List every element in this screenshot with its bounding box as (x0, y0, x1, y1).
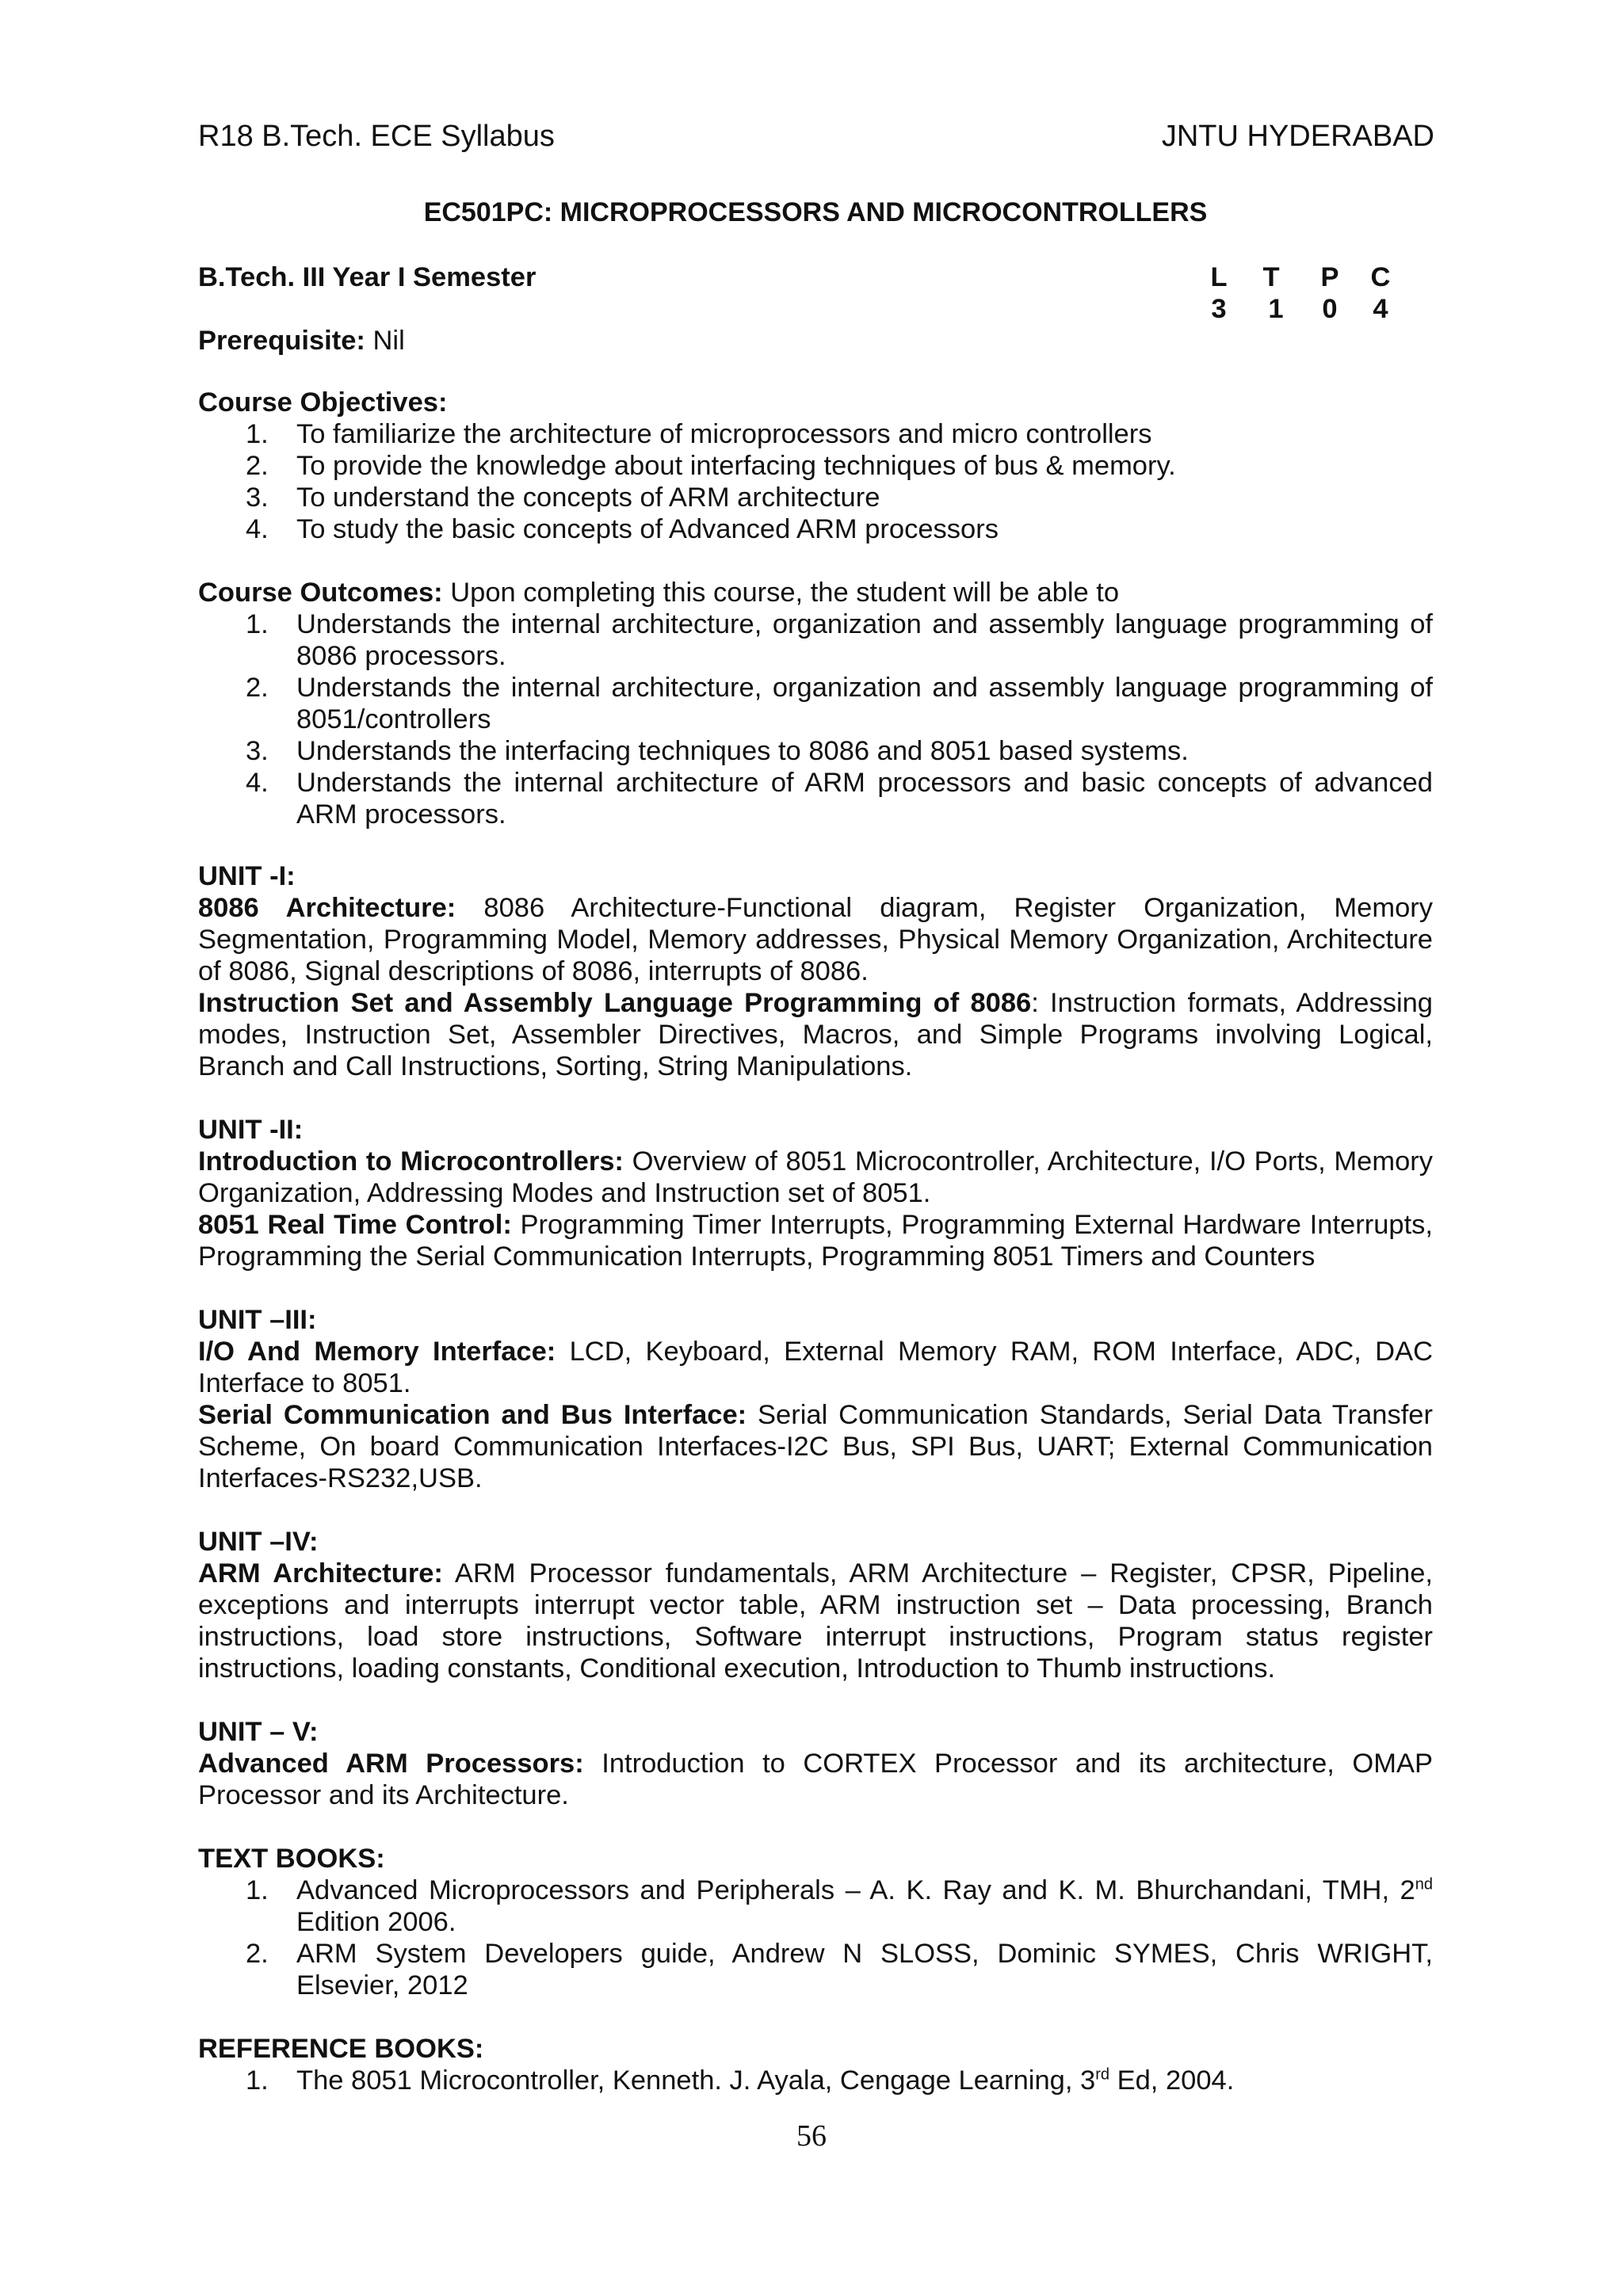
course-outcomes (198, 577, 1433, 830)
outcomes-heading: Course Outcomes: (198, 578, 443, 608)
prerequisite-label: Prerequisite: (198, 326, 365, 356)
outcome-item: 4. Understands the internal architecture of ARM processors and basic concepts of advanced ARM processors. (246, 768, 1433, 830)
unit-4 (198, 1526, 1433, 1684)
unit-paragraph: Introduction to Microcontrollers: Overview of 8051 Microcontroller, Architecture, I/O Ports, Memory Organization, Addressing Modes and Instruction set of 8051. (198, 1146, 1434, 1208)
objective-item: 1. To familiarize the architecture of microprocessors and micro controllers (246, 419, 1152, 449)
text-books-heading: TEXT BOOKS: (198, 1844, 385, 1874)
objective-item: 2. To provide the knowledge about interfacing techniques of bus & memory. (246, 451, 1176, 481)
page-number: 56 (796, 2119, 827, 2153)
objectives-heading: Course Objectives: (198, 387, 448, 418)
ltpc-label-p: P (1320, 262, 1339, 292)
course-title: EC501PC: MICROPROCESSORS AND MICROCONTROLLERS (423, 197, 1208, 227)
unit-3 (198, 1304, 1433, 1494)
header-left: R18 B.Tech. ECE Syllabus (198, 120, 555, 153)
course-objectives (198, 387, 1433, 545)
unit-heading: UNIT –IV: (198, 1527, 319, 1557)
unit-paragraph: Instruction Set and Assembly Language Programming of 8086: Instruction formats, Addressing modes, Instruction Set, Assembler Directives, Macros, and Simple Programs involving Logical, Branch and Call Instructions, Sorting, String Manipulations. (198, 988, 1433, 1081)
ltpc-value-p: 0 (1322, 294, 1338, 324)
semester-label: B.Tech. III Year I Semester (198, 262, 537, 292)
ltpc-label-c: C (1370, 262, 1391, 292)
text-books (198, 1843, 1433, 2001)
ltpc-value-l: 3 (1211, 294, 1227, 324)
unit-paragraph: Advanced ARM Processors: Introduction to CORTEX Processor and its architecture, OMAP Processor and its Architecture. (198, 1749, 1434, 1810)
unit-paragraph: 8086 Architecture: 8086 Architecture-Functional diagram, Register Organization, Memory Segmentation, Programming Model, Memory addresses, Physical Memory Organization, Architecture of 8086, Signal descriptions of 8086, interrupts of 8086. (198, 893, 1433, 986)
unit-1 (198, 860, 1433, 1082)
book-item: 1. The 8051 Microcontroller, Kenneth. J. Ayala, Cengage Learning, 3rd Ed, 2004. (246, 2065, 1235, 2096)
prerequisite (198, 325, 405, 357)
ltpc-label-l: L (1210, 262, 1228, 292)
unit-paragraph: 8051 Real Time Control: Programming Timer Interrupts, Programming External Hardware Interrupts, Programming the Serial Communication Interrupts, Programming 8051 Timers and Counters (198, 1210, 1433, 1272)
outcome-item: 3. Understands the interfacing techniques to 8086 and 8051 based systems. (246, 736, 1189, 766)
unit-paragraph: Serial Communication and Bus Interface: Serial Communication Standards, Serial Data Transfer Scheme, On board Communication Interfaces-I2C Bus, SPI Bus, UART; External Communication Interfaces-RS232,USB. (198, 1400, 1433, 1493)
objective-item: 4. To study the basic concepts of Advanced ARM processors (246, 514, 999, 544)
outcome-item: 2. Understands the internal architecture, organization and assembly language programming of 8051/controllers (246, 673, 1433, 734)
reference-books (198, 2033, 1433, 2096)
ltpc-value-t: 1 (1268, 294, 1284, 324)
prerequisite-value: Nil (365, 326, 405, 356)
header-right: JNTU HYDERABAD (1161, 120, 1434, 153)
reference-books-heading: REFERENCE BOOKS: (198, 2034, 484, 2064)
ltpc-label-t: T (1262, 262, 1280, 292)
unit-heading: UNIT -II: (198, 1115, 304, 1145)
unit-heading: UNIT – V: (198, 1717, 319, 1747)
unit-paragraph: I/O And Memory Interface: LCD, Keyboard, External Memory RAM, ROM Interface, ADC, DAC Interface to 8051. (198, 1337, 1433, 1398)
ltpc-value-c: 4 (1373, 294, 1388, 324)
objective-item: 3. To understand the concepts of ARM architecture (246, 482, 880, 513)
book-item: 2. ARM System Developers guide, Andrew N SLOSS, Dominic SYMES, Chris WRIGHT, Elsevier, 2012 (246, 1939, 1433, 2000)
unit-paragraph: ARM Architecture: ARM Processor fundamentals, ARM Architecture – Register, CPSR, Pipeline, exceptions and interrupts interrupt vector table, ARM instruction set – Data processing, Branch instructions, load store instructions, Software interrupt instructions, Program status register instructions, loading constants, Conditional execution, Introduction to Thumb instructions. (198, 1558, 1433, 1684)
unit-heading: UNIT –III: (198, 1305, 317, 1335)
outcomes-intro: Course Outcomes: Upon completing this course, the student will be able to (198, 578, 1120, 608)
unit-5 (198, 1716, 1433, 1811)
unit-heading: UNIT -I: (198, 861, 296, 891)
unit-2 (198, 1114, 1433, 1272)
book-item: 1. Advanced Microprocessors and Peripherals – A. K. Ray and K. M. Bhurchandani, TMH, 2nd Edition 2006. (246, 1875, 1433, 1937)
outcome-item: 1. Understands the internal architecture, organization and assembly language programming of 8086 processors. (246, 609, 1433, 671)
